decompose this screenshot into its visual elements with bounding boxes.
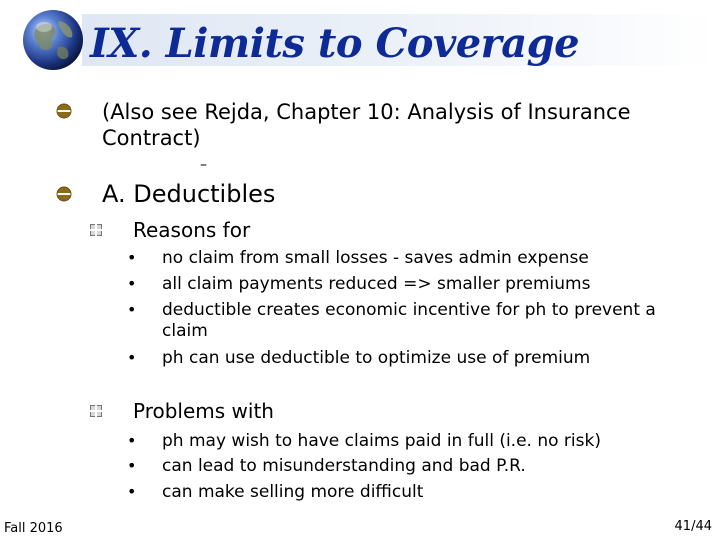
list-item: can make selling more difficult xyxy=(162,482,424,502)
box-bullet-icon xyxy=(90,405,102,417)
box-bullet-icon xyxy=(90,224,102,236)
list-bullet: • xyxy=(127,274,137,293)
problems-heading: Problems with xyxy=(133,399,274,423)
list-item: deductible creates economic incentive for ph to prevent a claim xyxy=(162,300,656,341)
circle-bullet-icon xyxy=(56,186,72,202)
slide-number: 41/44 xyxy=(674,519,712,534)
list-item: ph may wish to have claims paid in full (i.e. no risk) xyxy=(162,431,601,451)
list-bullet: • xyxy=(127,456,137,475)
list-item: ph can use deductible to optimize use of premium xyxy=(162,348,591,368)
slide-title: IX. Limits to Coverage xyxy=(90,20,580,67)
reasons-heading: Reasons for xyxy=(133,218,251,242)
list-bullet: • xyxy=(127,248,137,267)
intro-text: (Also see Rejda, Chapter 10: Analysis of Insurance Contract) xyxy=(102,100,631,150)
list-item: all claim payments reduced => smaller premiums xyxy=(162,274,591,294)
list-item: can lead to misunderstanding and bad P.R. xyxy=(162,456,526,476)
section-heading: A. Deductibles xyxy=(102,180,276,208)
list-bullet: • xyxy=(127,482,137,501)
footer-date: Fall 2016 xyxy=(4,521,63,536)
globe-icon xyxy=(22,9,84,71)
list-item: no claim from small losses - saves admin expense xyxy=(162,248,589,268)
list-bullet: • xyxy=(127,348,137,367)
list-bullet: • xyxy=(127,431,137,450)
list-bullet: • xyxy=(127,300,137,319)
separator-dash: – xyxy=(200,157,207,173)
circle-bullet-icon xyxy=(56,103,72,119)
